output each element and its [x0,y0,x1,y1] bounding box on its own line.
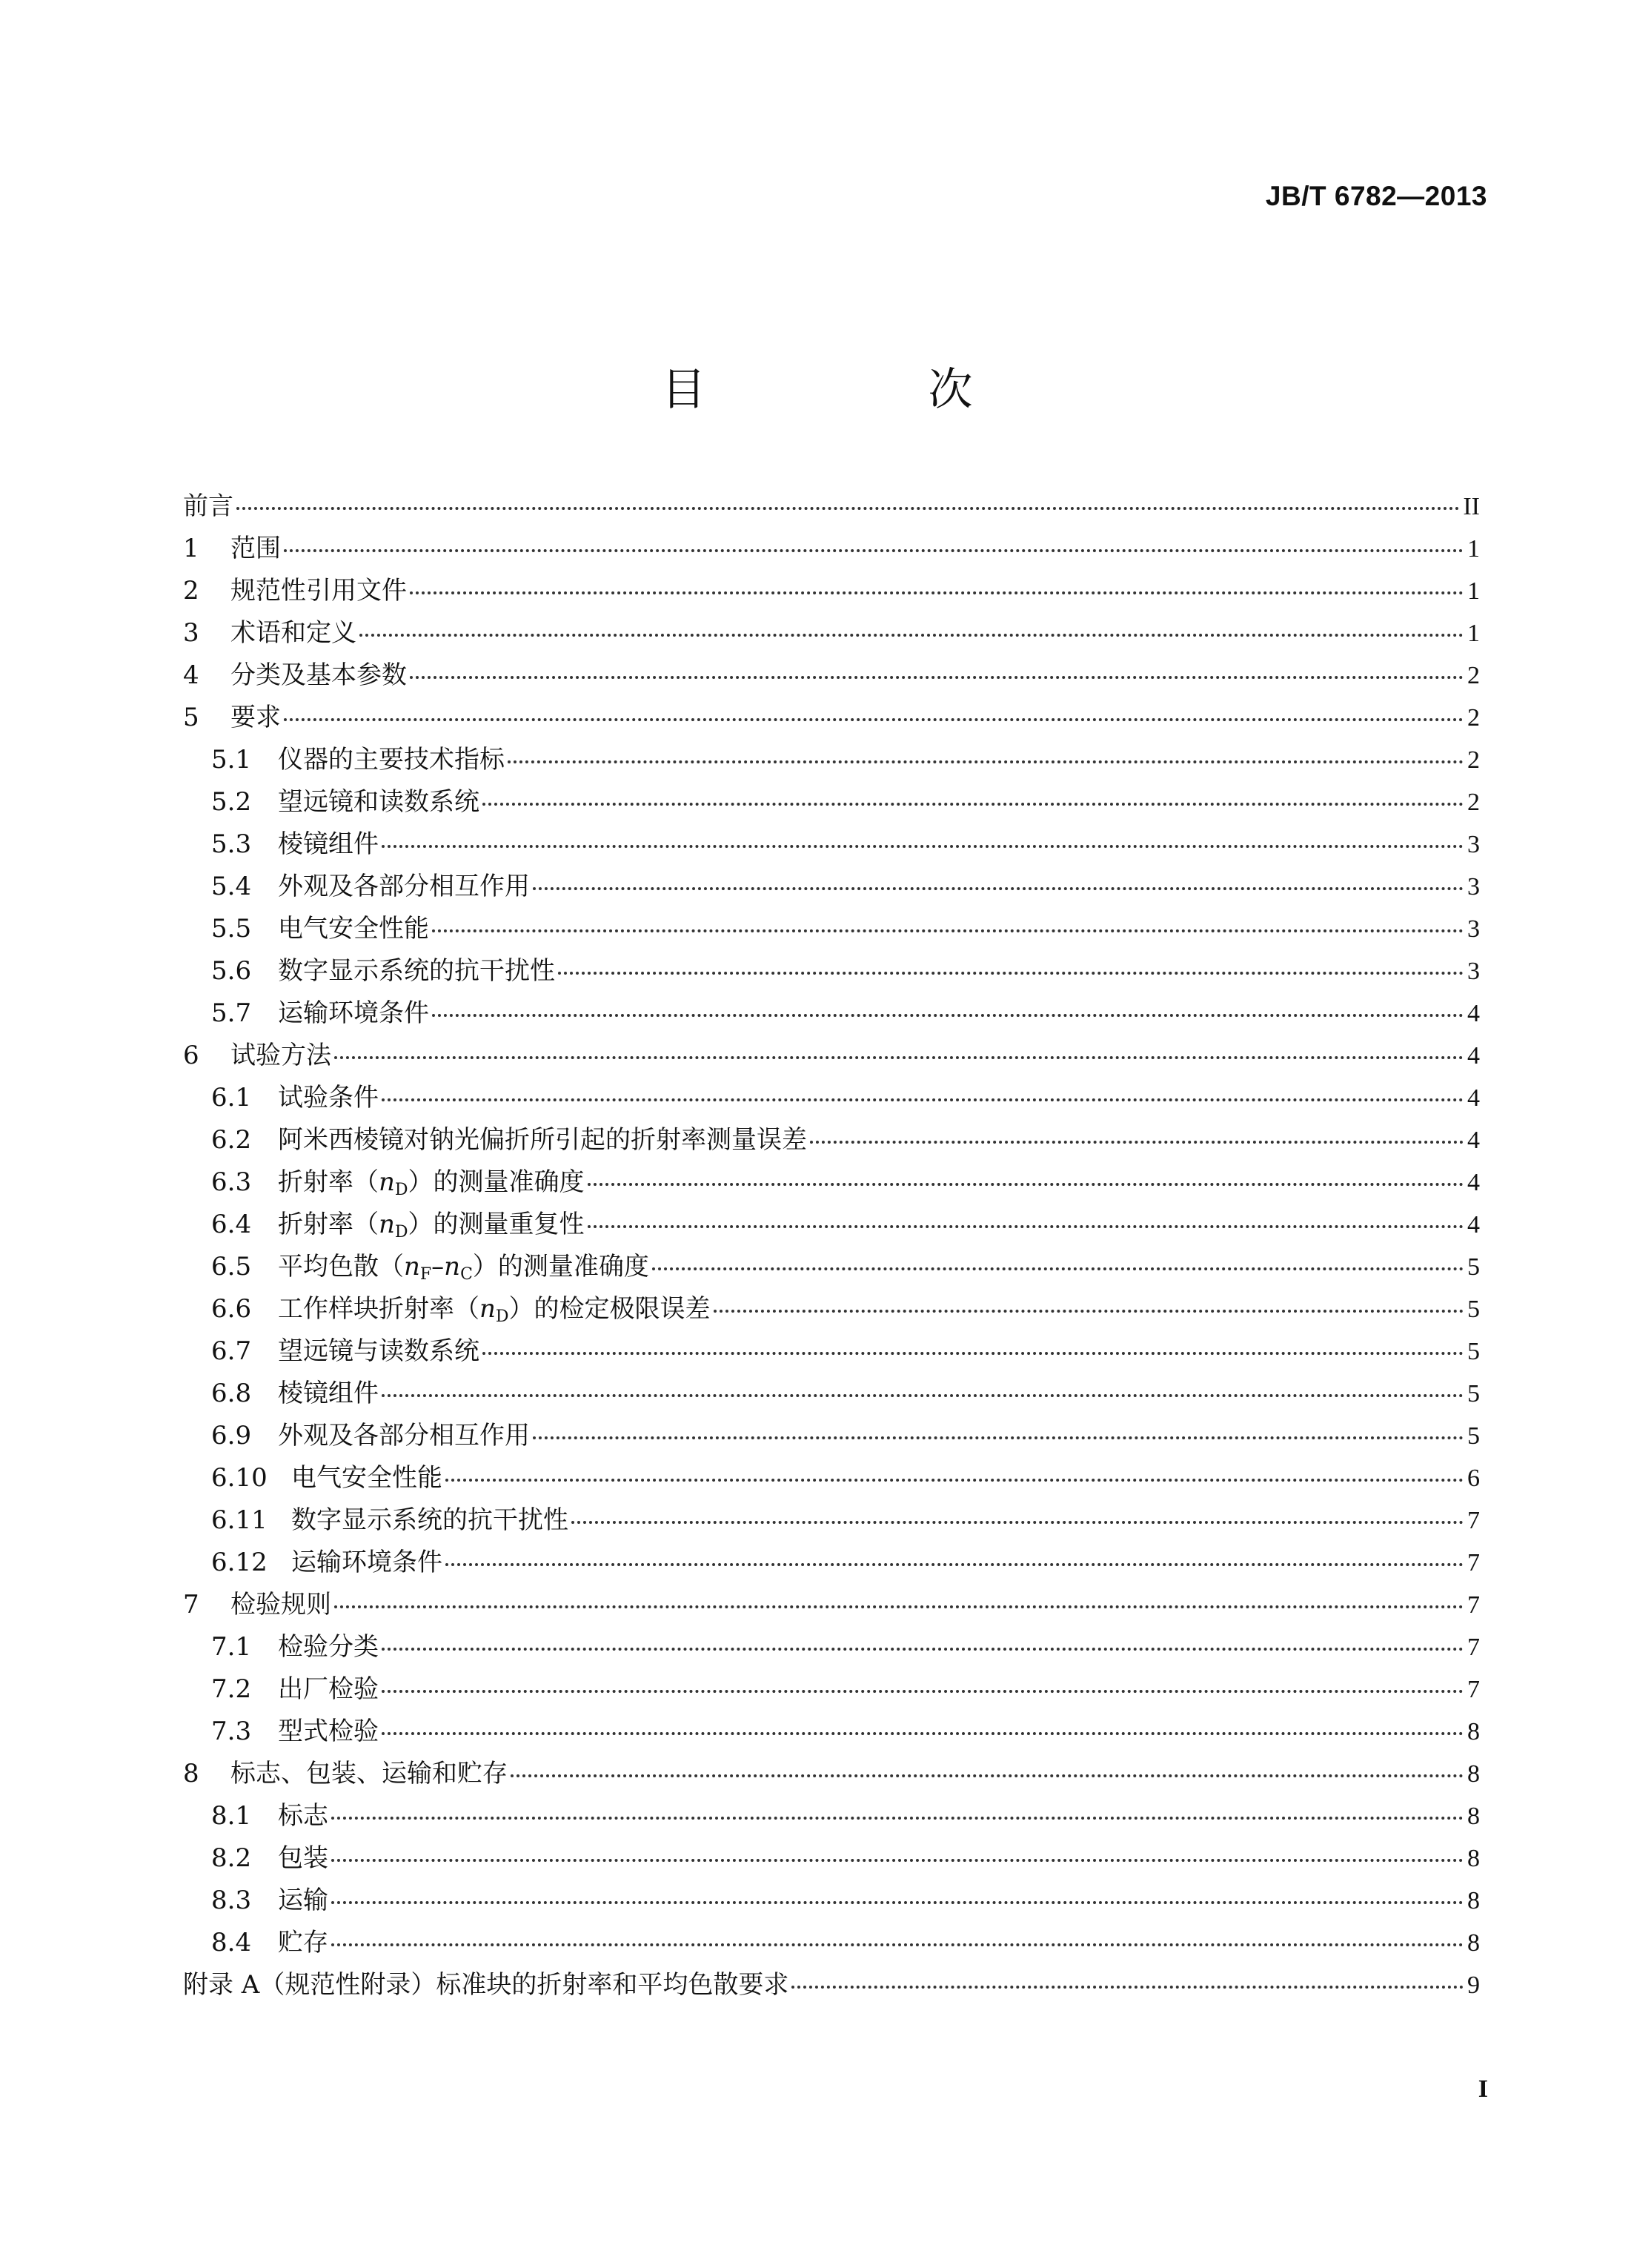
toc-entry[interactable] [183,485,1480,528]
toc-entry-page: 3 [1467,915,1480,943]
toc-entry[interactable] [183,739,1480,781]
dot-leader [432,1011,1464,1017]
toc-entry-page: 4 [1467,1211,1480,1239]
toc-entry-number: 6.3 [211,1167,252,1197]
dot-leader [445,1476,1464,1482]
toc-entry-page: 3 [1467,958,1480,985]
toc-entry-number: 6.10 [211,1463,268,1493]
toc-title-prefix: 工作样块折射率（ [278,1294,479,1324]
toc-entry[interactable] [183,1161,1480,1204]
toc-entry-title: 试验条件 [278,1083,379,1113]
toc-entry-number: 7.3 [211,1717,252,1746]
toc-entry-number: 5.1 [211,745,252,775]
toc-entry-page: 8 [1467,1760,1480,1788]
toc-entry-page: 8 [1467,1845,1480,1872]
toc-entry-page: 5 [1467,1296,1480,1323]
toc-entry-number: 6.6 [211,1294,252,1324]
toc-entry-number: 7 [183,1590,199,1619]
toc-entry[interactable] [183,570,1480,612]
toc-entry-title: 外观及各部分相互作用 [278,1421,530,1450]
toc-entry-page: 6 [1467,1465,1480,1492]
toc-entry-page: 5 [1467,1422,1480,1450]
toc-entry[interactable] [183,992,1480,1035]
toc-entry[interactable] [183,1373,1480,1415]
toc-entry[interactable] [183,1964,1480,2006]
symbol-minus: – [431,1252,445,1281]
toc-title-suffix: ）的测量准确度 [408,1167,585,1197]
toc-entry[interactable] [183,654,1480,697]
dot-leader [331,1856,1464,1862]
dot-leader [508,757,1464,763]
toc-entry[interactable] [183,1330,1480,1373]
symbol-subscript: D [394,1223,408,1241]
toc-entry-page: 3 [1467,873,1480,901]
toc-entry[interactable] [183,781,1480,823]
toc-entry-page: 1 [1467,535,1480,563]
toc-entry-number: 5.4 [211,872,252,901]
toc-entry-number: 8 [183,1759,199,1788]
toc-entry-page: 1 [1467,620,1480,647]
toc-entry-title: 阿米西棱镜对钠光偏折所引起的折射率测量误差 [278,1125,807,1155]
toc-entry-title: 检验规则 [230,1590,331,1619]
dot-leader [533,884,1464,890]
toc-entry-title [278,1246,649,1288]
dot-leader [588,1222,1464,1228]
toc-entry-number: 5 [183,703,199,732]
toc-entry-page: 9 [1467,1972,1480,1999]
toc-entry-title: 术语和定义 [230,618,356,648]
toc-entry[interactable] [183,1626,1480,1668]
dot-leader [810,1138,1464,1144]
page-number: I [1478,2075,1488,2103]
toc-entry-page: 2 [1467,789,1480,816]
toc-entry-number: 6.4 [211,1210,252,1239]
toc-entry-number: 8.1 [211,1801,252,1831]
dot-leader [382,1687,1464,1693]
toc-entry[interactable] [183,1753,1480,1795]
dot-leader [511,1771,1464,1777]
toc-entry-title: 数字显示系统的抗干扰性 [291,1505,568,1535]
toc-entry-title: 前言 [183,491,233,521]
toc-entry-title: 运输环境条件 [278,998,429,1028]
dot-leader [382,1645,1464,1651]
toc-entry-page: 3 [1467,831,1480,858]
dot-leader [334,1053,1464,1059]
toc-entry-title: 贮存 [278,1928,328,1957]
toc-entry-page: 8 [1467,1887,1480,1914]
symbol-n: n [379,1167,395,1197]
toc-entry-number: 4 [183,660,199,690]
toc-entry-page: 7 [1467,1591,1480,1619]
toc-entry-title [278,1204,585,1246]
toc-entry[interactable] [183,1584,1480,1626]
toc-entry-title: 运输环境条件 [291,1548,442,1577]
dot-leader [284,546,1464,552]
toc-entry-title: 检验分类 [278,1632,379,1662]
toc-title: 目 次 [661,364,1062,416]
dot-leader [382,1729,1464,1735]
toc-entry-number: 8.4 [211,1928,252,1957]
symbol-n: n [379,1210,395,1239]
toc-entry-page: 1 [1467,577,1480,605]
toc-entry[interactable] [183,1415,1480,1457]
toc-entry[interactable] [183,1288,1480,1330]
dot-leader [236,504,1460,510]
toc-entry-title: 数字显示系统的抗干扰性 [278,956,555,986]
toc-entry-page: 7 [1467,1507,1480,1534]
toc-entry-number: 6.9 [211,1421,252,1450]
toc-entry-number: 6.7 [211,1336,252,1366]
toc-entry[interactable] [183,1711,1480,1753]
toc-entry-page: 2 [1467,704,1480,732]
toc-entry-title: 望远镜和读数系统 [278,787,479,817]
toc-entry[interactable] [183,1880,1480,1922]
toc-entry[interactable] [183,1119,1480,1161]
dot-leader [284,715,1464,721]
dot-leader [334,1602,1464,1608]
toc-entry[interactable] [183,1922,1480,1964]
toc-entry-title: 电气安全性能 [291,1463,442,1493]
dot-leader [382,1391,1464,1397]
toc-entry[interactable] [183,950,1480,992]
symbol-subscript: D [495,1307,509,1326]
toc-entry-page: 4 [1467,1084,1480,1112]
toc-title-prefix: 折射率（ [278,1167,379,1197]
dot-leader [445,1560,1464,1566]
toc-entry-title: 望远镜与读数系统 [278,1336,479,1366]
toc-entry-number: 5.5 [211,914,252,944]
toc-entry-number: 5.2 [211,787,252,817]
toc-entry-title: 棱镜组件 [278,1379,379,1408]
dot-leader [791,1983,1464,1989]
toc-entry-number: 7.1 [211,1632,252,1662]
toc-entry-title: 附录 A（规范性附录）标准块的折射率和平均色散要求 [183,1970,789,2000]
dot-leader [482,800,1464,806]
toc-entry[interactable] [183,1668,1480,1711]
toc-entry-number: 8.3 [211,1886,252,1915]
toc-entry-number: 5.3 [211,829,252,859]
toc-entry-page: 2 [1467,746,1480,774]
toc-entry[interactable] [183,1499,1480,1542]
toc-entry[interactable] [183,612,1480,654]
toc-entry-page: 5 [1467,1338,1480,1365]
toc-entry-number: 3 [183,618,199,648]
toc-entry-title: 分类及基本参数 [230,660,407,690]
dot-leader [382,842,1464,848]
toc-title-suffix: ）的测量准确度 [472,1252,649,1281]
toc-entry-page: 5 [1467,1380,1480,1407]
toc-entry[interactable] [183,528,1480,570]
toc-entry-title: 出厂检验 [278,1674,379,1704]
toc-entry-page: 8 [1467,1718,1480,1745]
toc-entry-title [278,1288,711,1330]
toc-entry-title: 标志 [278,1801,328,1831]
dot-leader [432,926,1464,932]
toc-entry-page: 4 [1467,1169,1480,1196]
toc-entry-number: 6.1 [211,1083,252,1113]
toc-entry[interactable] [183,1795,1480,1837]
toc-entry-number: 6.2 [211,1125,252,1155]
toc-entry-number: 6.11 [211,1505,268,1535]
symbol-subscript: D [394,1181,408,1199]
toc-entry-title: 运输 [278,1886,328,1915]
symbol-n: n [404,1252,420,1281]
toc-entry[interactable] [183,908,1480,950]
toc-entry-page: 4 [1467,1000,1480,1027]
toc-entry-number: 5.6 [211,956,252,986]
toc-entry-number: 5.7 [211,998,252,1028]
toc-entry[interactable] [183,1035,1480,1077]
toc-entry-page: 2 [1467,662,1480,689]
toc-entry[interactable] [183,866,1480,908]
dot-leader [588,1180,1464,1186]
toc-entry-number: 6.8 [211,1379,252,1408]
dot-leader [533,1433,1464,1439]
dot-leader [652,1264,1464,1270]
toc-entry-number: 6 [183,1041,199,1070]
toc-entry[interactable] [183,697,1480,739]
toc-entry-number: 6.5 [211,1252,252,1281]
toc-entry-title: 范围 [230,534,281,563]
toc-entry-number: 6.12 [211,1548,268,1577]
document-code: JB/T 6782—2013 [1265,181,1487,211]
toc-entry-page: 5 [1467,1253,1480,1281]
toc-entry-page: 7 [1467,1634,1480,1661]
toc-entry[interactable] [183,1542,1480,1584]
toc-entry-title: 规范性引用文件 [230,576,407,606]
dot-leader [331,1940,1464,1946]
toc-entry[interactable] [183,1457,1480,1499]
toc-entry-page: 4 [1467,1042,1480,1070]
toc-entry-number: 2 [183,576,199,606]
toc-entry-page: 8 [1467,1929,1480,1957]
dot-leader [382,1095,1464,1101]
toc-entry-title [278,1161,585,1204]
toc-entry-title: 电气安全性能 [278,914,429,944]
toc-entry-title: 包装 [278,1843,328,1873]
dot-leader [331,1814,1464,1820]
symbol-n: n [444,1252,461,1281]
dot-leader [571,1518,1464,1524]
toc-entry[interactable] [183,1204,1480,1246]
toc-entry-title: 型式检验 [278,1717,379,1746]
toc-title-suffix: ）的检定极限误差 [508,1294,711,1324]
dot-leader [359,631,1464,637]
toc-entry[interactable] [183,823,1480,866]
toc-title-prefix: 平均色散（ [278,1252,404,1281]
symbol-subscript: C [460,1265,473,1284]
toc-entry-page: 4 [1467,1127,1480,1154]
dot-leader [331,1898,1464,1904]
toc-entry-number: 7.2 [211,1674,252,1704]
toc-entry[interactable] [183,1837,1480,1880]
toc-entry[interactable] [183,1246,1480,1288]
toc-entry-number: 8.2 [211,1843,252,1873]
toc-entry-title: 仪器的主要技术指标 [278,745,505,775]
toc-entry[interactable] [183,1077,1480,1119]
toc-entry-number: 1 [183,534,199,563]
toc-title-suffix: ）的测量重复性 [408,1210,585,1239]
dot-leader [714,1307,1464,1313]
toc-entry-title: 试验方法 [230,1041,331,1070]
toc-entry-title: 标志、包装、运输和贮存 [230,1759,508,1788]
symbol-n: n [479,1294,496,1324]
dot-leader [410,588,1464,594]
toc-entry-page: 7 [1467,1676,1480,1703]
toc-entry-title: 外观及各部分相互作用 [278,872,530,901]
toc-entry-page: II [1463,493,1480,520]
table-of-contents [183,485,1480,2006]
toc-entry-title: 棱镜组件 [278,829,379,859]
toc-entry-page: 8 [1467,1803,1480,1830]
toc-entry-title: 要求 [230,703,281,732]
dot-leader [410,673,1464,679]
toc-entry-page: 7 [1467,1549,1480,1576]
toc-title-prefix: 折射率（ [278,1210,379,1239]
symbol-subscript: F [419,1265,432,1284]
dot-leader [558,969,1464,975]
dot-leader [482,1349,1464,1355]
